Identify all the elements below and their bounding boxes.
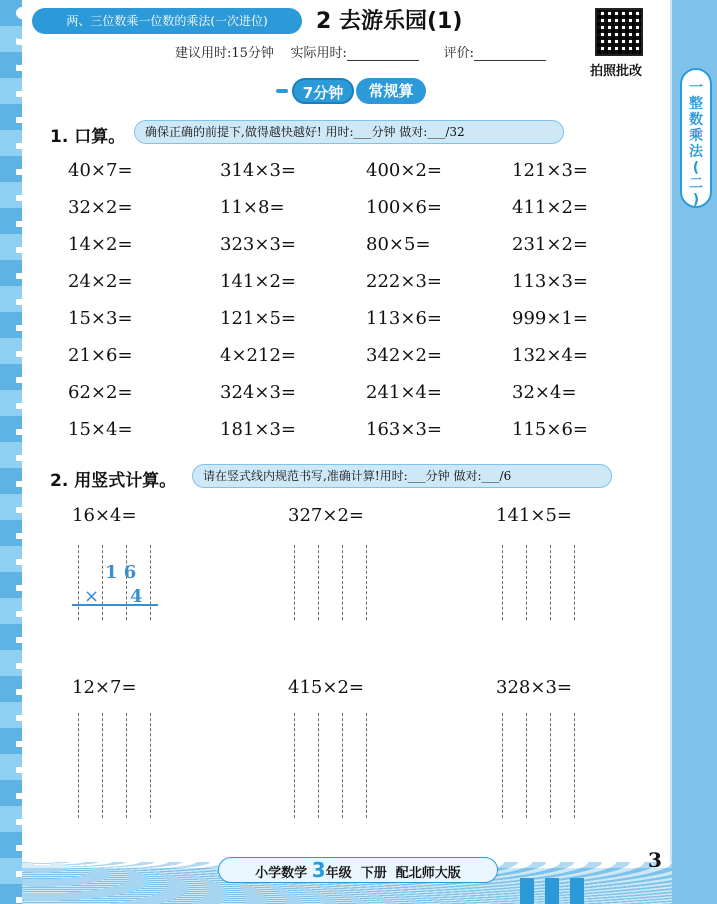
oral-problem[interactable]: 314×3= xyxy=(220,160,296,181)
oral-problem[interactable]: 4×212= xyxy=(220,345,296,366)
oral-problem[interactable]: 181×3= xyxy=(220,419,296,440)
vertical-problem: 415×2= xyxy=(288,677,364,698)
vertical-problem: 327×2= xyxy=(288,505,364,526)
guide-line xyxy=(574,545,575,620)
example-operator: × xyxy=(84,586,100,607)
vertical-problem: 328×3= xyxy=(496,677,572,698)
guide-line xyxy=(102,545,103,620)
drill-time: 7分钟 xyxy=(292,78,354,104)
qr-code-icon[interactable] xyxy=(595,8,643,56)
guide-line xyxy=(502,545,503,620)
guide-line xyxy=(366,713,367,818)
guide-line xyxy=(318,713,319,818)
guide-line xyxy=(502,713,503,818)
guide-line xyxy=(318,545,319,620)
guide-line xyxy=(150,713,151,818)
actual-time-field[interactable] xyxy=(347,47,419,61)
oral-problem[interactable]: 14×2= xyxy=(68,234,133,255)
section2-title: 2. 用竖式计算。 xyxy=(50,471,177,491)
oral-problem[interactable]: 342×2= xyxy=(366,345,442,366)
footer-bar xyxy=(545,878,559,904)
oral-problem[interactable]: 121×3= xyxy=(512,160,588,181)
oral-problem[interactable]: 141×2= xyxy=(220,271,296,292)
oral-problem[interactable]: 24×2= xyxy=(68,271,133,292)
footer-grade-suffix: 年级 xyxy=(325,866,352,881)
footer-grade-number: 3 xyxy=(311,858,326,882)
drill-banner xyxy=(276,78,426,104)
qr-label: 拍照批改 xyxy=(590,64,643,79)
guide-line xyxy=(342,713,343,818)
suggested-time: 建议用时:15分钟 xyxy=(175,46,274,61)
footer-bar xyxy=(570,878,584,904)
example-bottom-digit: 4 xyxy=(130,586,143,607)
meta-line xyxy=(175,42,546,61)
oral-problem[interactable]: 100×6= xyxy=(366,197,442,218)
footer-banner xyxy=(218,857,498,883)
oral-problem[interactable]: 323×3= xyxy=(220,234,296,255)
oral-problem[interactable]: 324×3= xyxy=(220,382,296,403)
oral-problem[interactable]: 400×2= xyxy=(366,160,442,181)
oral-problem[interactable]: 62×2= xyxy=(68,382,133,403)
oral-problem[interactable]: 121×5= xyxy=(220,308,296,329)
guide-line xyxy=(342,545,343,620)
example-top-digits: 1 6 xyxy=(105,562,137,583)
guide-line xyxy=(526,713,527,818)
oral-problem[interactable]: 222×3= xyxy=(366,271,442,292)
oral-problem[interactable]: 163×3= xyxy=(366,419,442,440)
binding-rail xyxy=(0,0,22,904)
guide-line xyxy=(550,713,551,818)
guide-line xyxy=(550,545,551,620)
oral-problem[interactable]: 40×7= xyxy=(68,160,133,181)
topic-banner: 两、三位数乘一位数的乘法(一次进位) xyxy=(32,8,302,34)
oral-problem[interactable]: 113×6= xyxy=(366,308,442,329)
example-rule xyxy=(72,604,158,606)
footer-volume: 下册 xyxy=(360,866,387,881)
guide-line xyxy=(150,545,151,620)
oral-problem[interactable]: 32×4= xyxy=(512,382,577,403)
lesson-title: 2 去游乐园(1) xyxy=(316,9,463,34)
vertical-problem: 12×7= xyxy=(72,677,137,698)
vertical-problem: 16×4= xyxy=(72,505,137,526)
oral-problem[interactable]: 241×4= xyxy=(366,382,442,403)
oral-problem[interactable]: 113×3= xyxy=(512,271,588,292)
guide-line xyxy=(102,713,103,818)
section1-title: 1. 口算。 xyxy=(50,127,126,147)
rating-label: 评价: xyxy=(443,46,475,61)
section1-instructions: 确保正确的前提下,做得越快越好! 用时:___分钟 做对:___/32 xyxy=(134,120,564,144)
drill-label: 常规算 xyxy=(356,78,426,104)
rating-field[interactable] xyxy=(474,47,546,61)
page-number: 3 xyxy=(648,848,662,872)
oral-problem[interactable]: 11×8= xyxy=(220,197,285,218)
oral-problem[interactable]: 999×1= xyxy=(512,308,588,329)
oral-problem[interactable]: 15×3= xyxy=(68,308,133,329)
oral-problem[interactable]: 411×2= xyxy=(512,197,588,218)
guide-line xyxy=(526,545,527,620)
guide-line xyxy=(126,713,127,818)
guide-line xyxy=(574,713,575,818)
actual-time-label: 实际用时: xyxy=(290,46,347,61)
oral-problem[interactable]: 231×2= xyxy=(512,234,588,255)
oral-problem[interactable]: 115×6= xyxy=(512,419,588,440)
chapter-side-tab-text: 一 整 数 乘 法 ( 二 ) xyxy=(689,80,703,208)
oral-problem[interactable]: 15×4= xyxy=(68,419,133,440)
chapter-side-tab xyxy=(680,68,712,208)
footer-bar xyxy=(520,878,534,904)
guide-line xyxy=(366,545,367,620)
guide-line xyxy=(294,713,295,818)
oral-problem[interactable]: 80×5= xyxy=(366,234,431,255)
footer-subject: 小学数学 xyxy=(255,866,308,881)
oral-problem[interactable]: 21×6= xyxy=(68,345,133,366)
oral-problem[interactable]: 132×4= xyxy=(512,345,588,366)
section2-instructions: 请在竖式线内规范书写,准确计算!用时:___分钟 做对:___/6 xyxy=(192,464,612,488)
guide-line xyxy=(294,545,295,620)
vertical-problem: 141×5= xyxy=(496,505,572,526)
oral-problem[interactable]: 32×2= xyxy=(68,197,133,218)
guide-line xyxy=(78,713,79,818)
guide-line xyxy=(78,545,79,620)
footer-edition: 配北师大版 xyxy=(395,866,461,881)
